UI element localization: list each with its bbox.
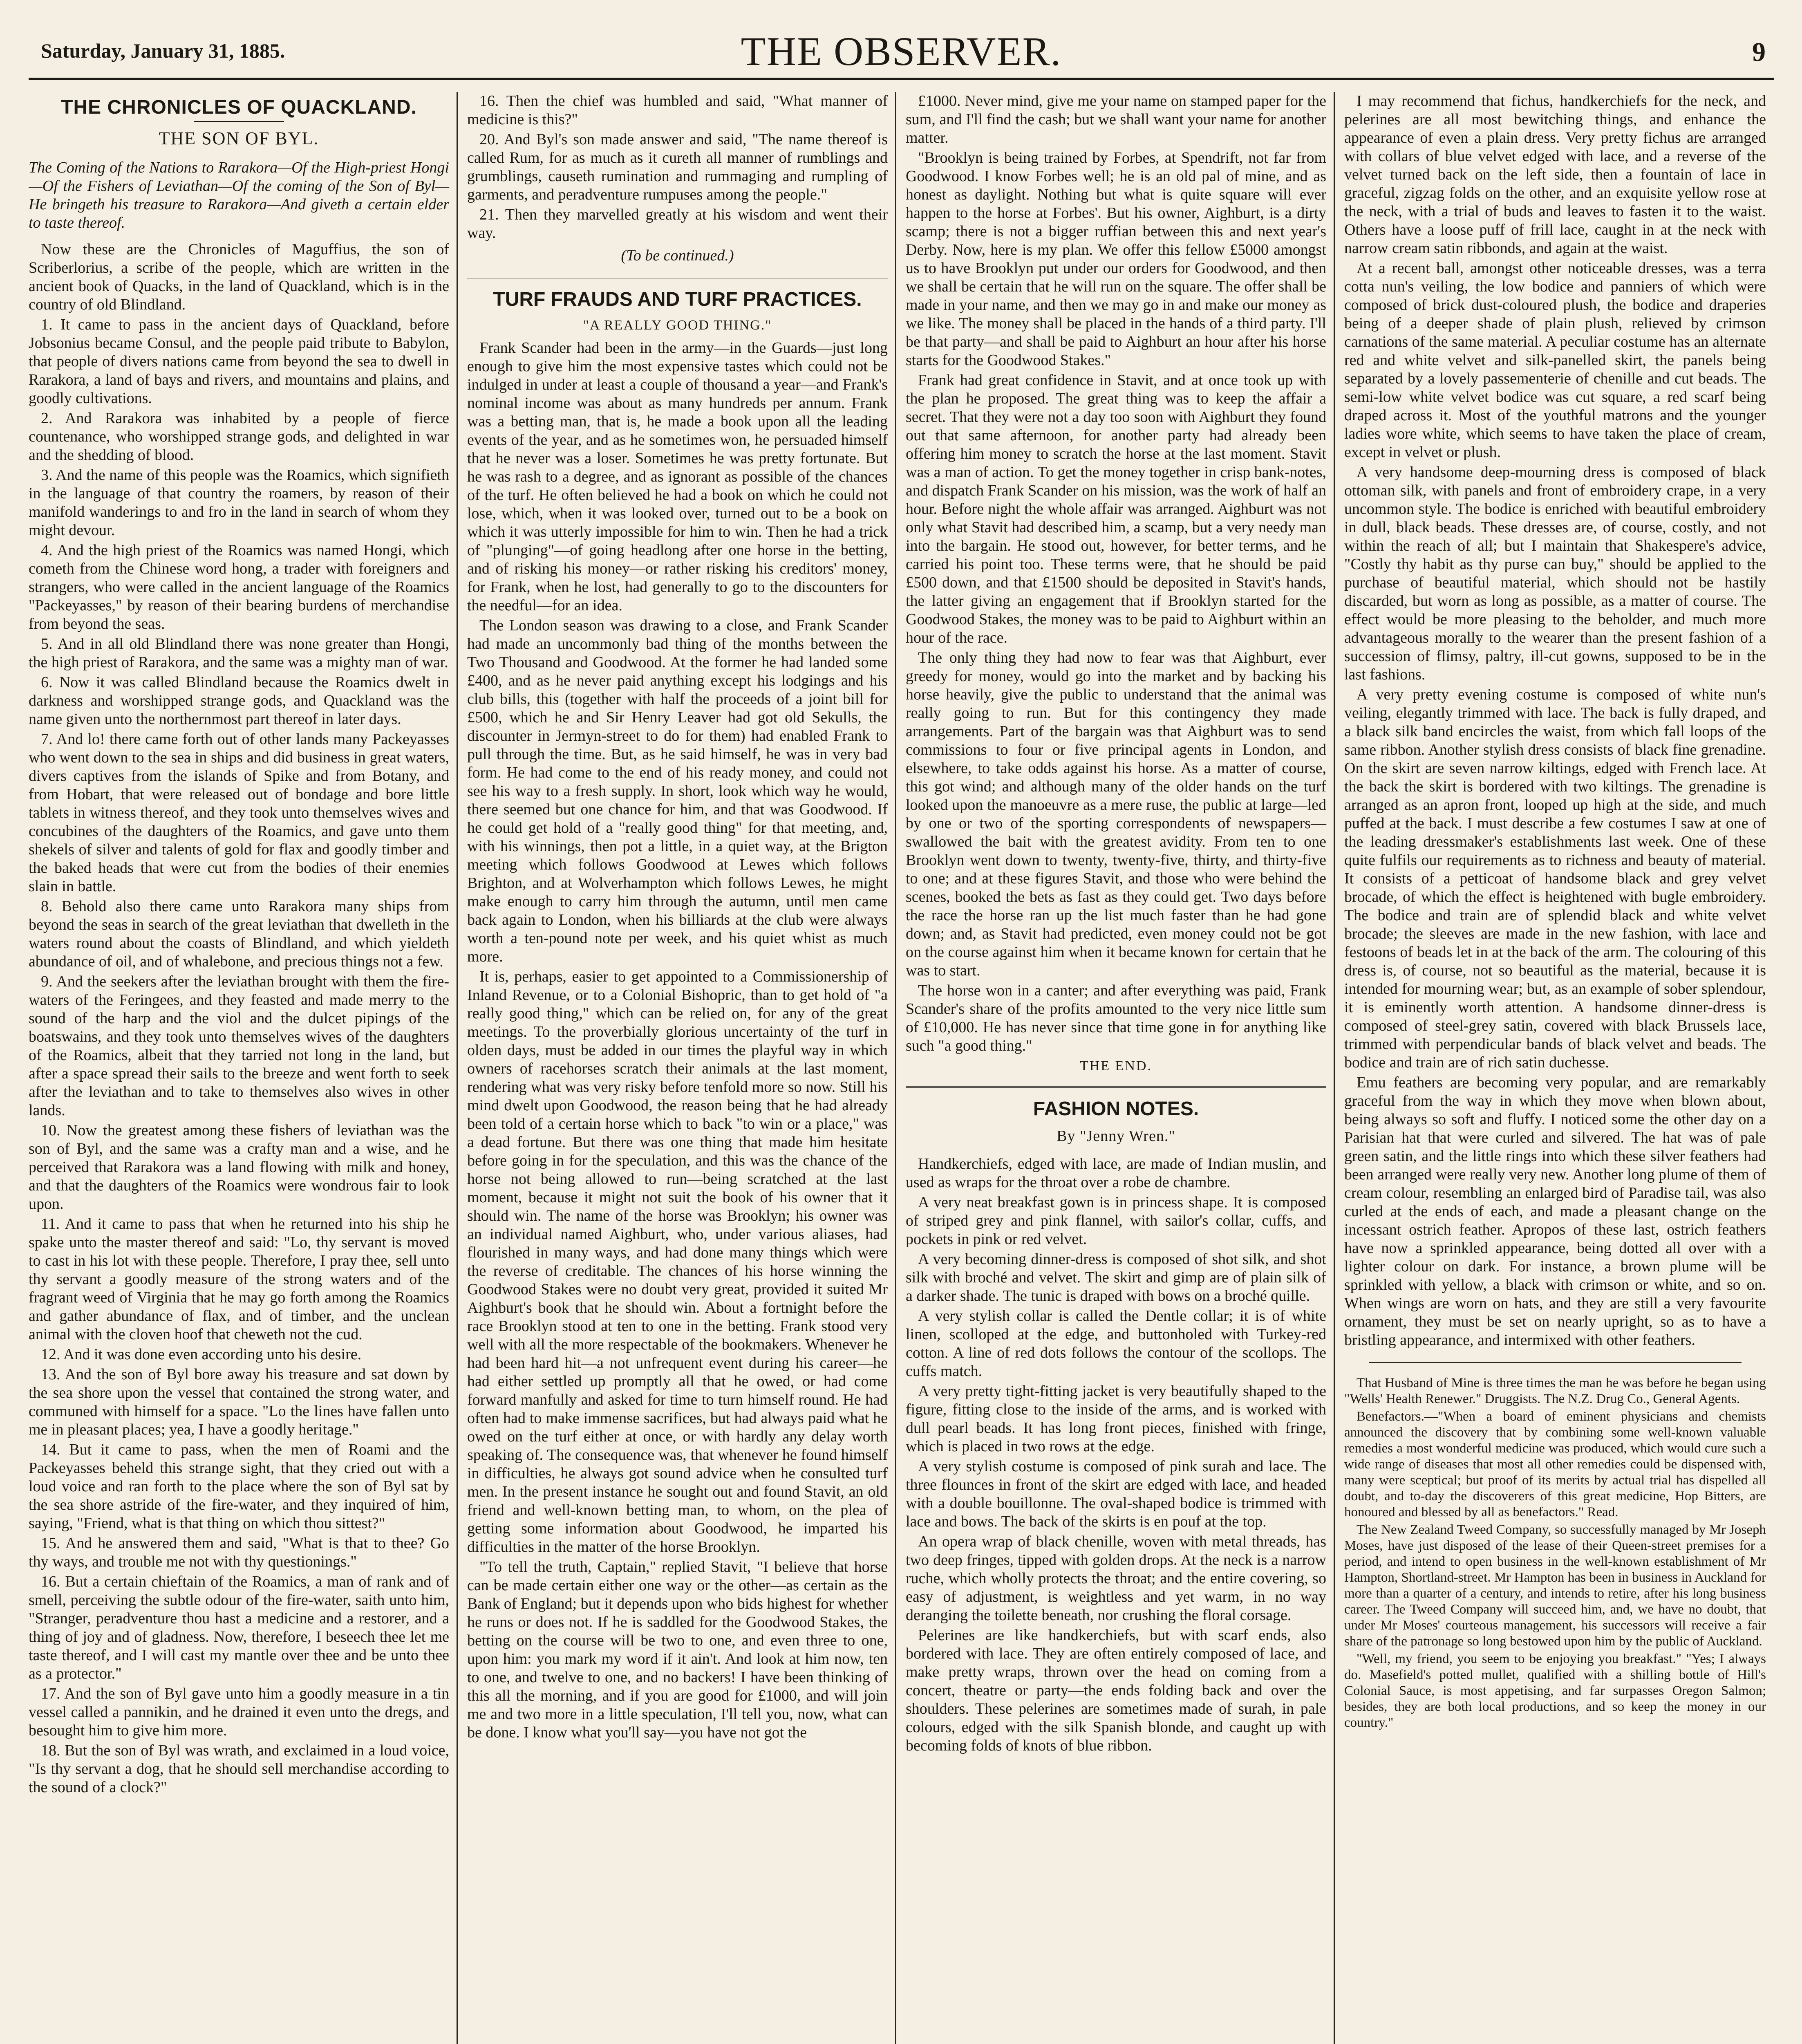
paragraph: 2. And Rarakora was inhabited by a people of fierce countenance, who worshipped strange gods, and delighted in war and the shedding of blood. [29, 410, 449, 464]
paragraph: £1000. Never mind, give me your name on stamped paper for the sum, and I'll find the cash; but we shall want your name for another matter. [906, 92, 1326, 146]
turf-body [467, 339, 888, 1742]
paragraph: Frank had great confidence in Stavit, and at once took up with the plan he proposed. The great thing was to keep the affair a secret. That they were not a day too soon with Aighburt they found out that same afternoon, for another party had already been offering him money to scratch the horse at the last moment. Stavit was a man of action. To get the money together in crisp bank-notes, and dispatch Frank Scander on his mission, was the work of half an hour. Before night the whole affair was arranged. Aighburt was not only what Stavit had described him, a scamp, but a very needy man into the bargain. He stood out, however, for better terms, and he carried his point too. These terms were, that he should be paid £500 down, and that £1500 should be deposited in Stavit's hands, the latter giving an engagement that if Brooklyn started for the Goodwood Stakes, the money was to be paid to Aighburt within an hour of the race. [906, 372, 1326, 646]
paragraph: Pelerines are like handkerchiefs, but with scarf ends, also bordered with lace. They are often entirely composed of lace, and make pretty wraps, thrown over the head on coming from a concert, theatre or party—the ends folding back and over the shoulders. These pelerines are sometimes made of surah, in pale colours, edged with the silk Spanish blonde, and caught up with becoming folds of knots of blue ribbon. [906, 1627, 1326, 1754]
paragraph: It is, perhaps, easier to get appointed to a Commissionership of Inland Revenue, or to a Colonial Bishopric, than to get hold of "a really good thing," which can be relied on, for any of the great meetings. To the proverbially glorious uncertainty of the turf in olden days, must be added in our times the playful way in which owners of racehorses scratch their animals at the last moment, rendering what was very risky before tenfold more so now. Still his mind dwelt upon Goodwood, the reason being that he had already been told of a certain horse which to back "to win or a place," was a dead fortune. But there was one thing that made him hesitate before going in for the speculation, and this was the chance of the horse not being allowed to run—being scratched at the last moment, because it might not suit the book of his owner that it should win. The name of the horse was Brooklyn; his owner was an individual named Aighburt, who, under various aliases, had flourished in many ways, and had done many things which were the reverse of creditable. The chances of his horse winning the Goodwood Stakes were no doubt very great, provided it suited Mr Aighburt's book that he should win. About a fortnight before the race Brooklyn stood at ten to one in the betting. Frank stood very well with all the more respectable of the bookmakers. Whenever he had been hard hit—a not unfrequent event during his career—he had either settled up promptly all that he owed, or had come forward manfully and asked for time to turn himself round. He had often had to make immense sacrifices, but had always paid what he owed on the turf either at once, or with hardly any delay worth speaking of. The consequence was, that whenever he found himself in difficulties, he always got sound advice when he consulted turf men. In the present instance he sought out and found Stavit, an old friend and well-known betting man, to whom, on the plea of getting some information about Goodwood, he imparted his difficulties in the matter of the horse Brooklyn. [467, 968, 888, 1555]
paragraph: 18. But the son of Byl was wrath, and exclaimed in a loud voice, "Is thy servant a dog, that he should sell merchandise according to the sound of a clock?" [29, 1742, 449, 1796]
paragraph: 9. And the seekers after the leviathan brought with them the fire-waters of the Feringees, and they feasted and made merry to the sound of the harp and the viol and the dulcet pipings of the boatswains, and they took unto themselves wives of the daughters of the Roamics, albeit that they tarried not long in the land, but after a space spread their sails to the breeze and went forth to seek after the leviathan and to take to themselves also wives in other lands. [29, 973, 449, 1119]
chronicle-intro [29, 159, 449, 232]
paragraph: A very stylish costume is composed of pink surah and lace. The three flounces in front of the skirt are edged with lace, and headed with a double bouillonne. The oval-shaped bodice is trimmed with lace and bows. The back of the skirts is en pouf at the top. [906, 1458, 1326, 1530]
paragraph: 6. Now it was called Blindland because the Roamics dwelt in darkness and worshipped strange gods, and Quackland was the name given unto the northernmost part thereof in later days. [29, 674, 449, 728]
paragraph: 5. And in all old Blindland there was none greater than Hongi, the high priest of Rarakora, and the same was a mighty man of war. [29, 635, 449, 671]
paragraph: 3. And the name of this people was the Roamics, which signifieth in the language of that country the roamers, by reason of their manifold wanderings to and fro in the land in search of whom they might devour. [29, 466, 449, 539]
paragraph: 20. And Byl's son made answer and said, "The name thereof is called Rum, for as much as it cureth all manner of rumblings and grumblings, causeth rumination and rummaging and rumpling of garments, and peradventure rumpuses among the people." [467, 131, 888, 203]
fashion-byline: By "Jenny Wren." [1057, 1127, 1175, 1145]
paragraph: 15. And he answered them and said, "What is that to thee? Go thy ways, and trouble me not with thy questionings." [29, 1535, 449, 1570]
paragraph: 14. But it came to pass, when the men of Roami and the Packeyasses beheld this strange sight, that they cried out with a loud voice and ran forth to the place where the son of Byl sat by the sea shore astride of the fire-water, and they inquired of him, saying, "Friend, what is that thing on which thou sittest?" [29, 1441, 449, 1532]
paragraph: An opera wrap of black chenille, woven with metal threads, has two deep fringes, tipped with golden drops. At the neck is a narrow ruche, which wholly protects the throat; and the entire covering, so easy of adjustment, is weightless and yet warm, in no way deranging the toilette beneath, nor crushing the floral corsage. [906, 1533, 1326, 1624]
section-divider [1369, 1362, 1742, 1363]
paragraph: Benefactors.—"When a board of eminent physicians and chemists announced the discovery that by combining some well-known valuable remedies a most wonderful medicine was produced, which would cure such a wide range of diseases that most all other remedies could be dispensed with, many were sceptical; but proof of its merits by actual trial has dispelled all doubt, and to-day the discoverers of this great medicine, Hop Bitters, are honoured and blessed by all as benefactors." Read. [1344, 1409, 1766, 1520]
article-subheading-son-of-byl: THE SON OF BYL. [159, 128, 319, 148]
paragraph: A very stylish collar is called the Dentle collar; it is of white linen, scolloped at the edge, and buttonholed with Turkey-red cotton. A line of red dots follows the contour of the scollops. The cuffs match. [906, 1307, 1326, 1380]
column-4 [1344, 92, 1773, 2044]
paragraph: The horse won in a canter; and after everything was paid, Frank Scander's share of the profits amounted to the very nice little sum of £10,000. He has never since that time gone in for anything like such "a good thing." [906, 982, 1326, 1054]
column-1 [29, 92, 458, 2044]
paragraph: Emu feathers are becoming very popular, and are remarkably graceful from the way in which they move when blown about, being always so soft and fluffy. I noticed some the other day on a Parisian hat that were curled and silvered. The hat was of pale green satin, and the little rings into which these silver feathers had been arranged were really very new. Another long plume of them of cream colour, resembling an enlarged bird of Paradise tail, was also curled at the ends of each, and made a pleasant change on the incessant ostrich feather. Apropos of these last, ostrich feathers have now a sprinkled appearance, being dotted all over with a lighter colour on dark. For instance, a brown plume will be sprinkled with yellow, a black with crimson or white, and so on. When wings are worn on hats, and they are still a very favourite ornament, they must be set on nearly upright, so as to have a bristling appearance, and intermixed with other feathers. [1344, 1074, 1766, 1349]
paragraph: Frank Scander had been in the army—in the Guards—just long enough to give him the most expensive tastes which could not be indulged in under at least a couple of thousand a year—and Frank's nominal income was about as many hundreds per annum. Frank was a betting man, that is, he made a book upon all the leading events of the year, and as he sometimes won, he persuaded himself that he never was a loser. Sometimes he was pretty fortunate. But he was rash to a degree, and as ignorant as possible of the chances of the turf. He often believed he had a book on which he could not lose, which, when it was looked over, turned out to be a book on which it was utterly impossible for him to win. Then he had a trick of "plunging"—of going headlong after one horse in the betting, and of risking his money—or rather risking his creditors' money, for Frank, when he lost, had generally to go to the discounters for the needful—for an idea. [467, 339, 888, 614]
paragraph: A very pretty evening costume is composed of white nun's veiling, elegantly trimmed with lace. The back is fully draped, and a black silk band encircles the waist, from which fall loops of the same ribbon. Another stylish dress consists of black fine grenadine. On the skirt are seven narrow kiltings, edged with French lace. At the back the skirt is bordered with two kiltings. The grenadine is arranged as an apron front, looped up high at the side, and much puffed at the back. I must describe a few costumes I saw at one of the leading dressmaker's establishments last week. One of these quite fulfils our requirements as to richness and beauty of material. It consists of a petticoat of handsome black and grey velvet brocade, of which the effect is heightened with bugle embroidery. The bodice and train are of splendid black and white velvet brocade; the sleeves are made in the new fashion, with lace and festoons of beads let in at the back of the arm. The colouring of this dress is, of course, not so beautiful as the material, because it is intended for mourning wear; but, as an example of sober splendour, it is eminently worth attention. A handsome dinner-dress is composed of steel-grey satin, covered with black Brussels lace, trimmed with perpendicular bands of black velvet and beads. The bodice and train are of rich satin duchesse. [1344, 686, 1766, 1071]
to-be-continued: (To be continued.) [621, 247, 734, 264]
paragraph: 11. And it came to pass that when he returned into his ship he spake unto the master thereof and said: "Lo, thy servant is moved to cast in his lot with these people. Therefore, I pray thee, sell unto thy servant a goodly measure of the strong waters and of the fragrant weed of Virginia that he may go forth among the Roamics and gather abundance of flax, and of timber, and the unclean animal with the cloven hoof that cheweth not the cud. [29, 1215, 449, 1343]
article-subheading-good-thing: "A REALLY GOOD THING." [583, 318, 772, 333]
paragraph: 1. It came to pass in the ancient days of Quackland, before Jobsonius became Consul, and the people paid tribute to Babylon, that people of divers nations came from beyond the sea to dwell in Rarakora, a land of bays and rivers, and mountains and plains, and goodly cultivations. [29, 316, 449, 407]
paragraph: 10. Now the greatest among these fishers of leviathan was the son of Byl, and the same was a crafty man and a wise, and he perceived that Rarakora was a land flowing with milk and honey, and that the daughters of the Roamics were wondrous fair to look upon. [29, 1122, 449, 1213]
paragraph: The London season was drawing to a close, and Frank Scander had made an uncommonly bad thing of the months between the Two Thousand and Goodwood. At the former he had landed some £400, and as he never paid anything except his lodgings and his club bills, this (together with half the proceeds of a joint bill for £500, which he and Sir Henry Leaver had got old Sekulls, the discounter in Jermyn-street to do for them) had enabled Frank to pull through the time. But, as he said himself, he was in very bad form. He had come to the end of his ready money, and could not see his way to a fresh supply. In short, look which way he would, there seemed but one chance for him, and that was Goodwood. If he could get hold of a "really good thing" for that meeting, and, with his winnings, then pot a little, in a quiet way, at the Brigton meeting which follows Goodwood at Lewes which follows Brighton, and at Wolverhampton which follows Lewes, he might make enough to carry him through the autumn, until men came back again to London, when his billiards at the club were always worth a ten-pound note per week, and his quiet whist as much more. [467, 617, 888, 965]
paragraph: 4. And the high priest of the Roamics was named Hongi, which cometh from the Chinese word hong, a trader with foreigners and strangers, who were called in the ancient language of the Roamics "Packeyasses," by reason of their bearing burdens of merchandise from beyond the seas. [29, 542, 449, 632]
paragraph: 8. Behold also there came unto Rarakora many ships from beyond the seas in search of the great leviathan that dwelleth in the waters round about the coasts of Blindland, and which yieldeth abundance of oil, and of whalebone, and precious things not a few. [29, 898, 449, 970]
advertisements [1344, 1375, 1766, 1731]
paragraph: That Husband of Mine is three times the man he was before he began using "Wells' Health Renewer." Druggists. The N.Z. Drug Co., General Agents. [1344, 1376, 1766, 1406]
paragraph: A very becoming dinner-dress is composed of shot silk, and shot silk with broché and velvet. The skirt and gimp are of plain silk of a darker shade. The tunic is draped with bows on a broché quille. [906, 1251, 1326, 1304]
paragraph: "Brooklyn is being trained by Forbes, at Spendrift, not far from Goodwood. I know Forbes well; he is an old pal of mine, and as honest as daylight. Nothing but what is quite square will ever happen to the horse at Forbes'. But his owner, Aighburt, is a dirty scamp; there is not a bigger ruffian between this and next year's Derby. Now, here is my plan. We offer this fellow £5000 amongst us to have Brooklyn put under our orders for Goodwood, and then we shall be certain that he will run on the square. The offer shall be made in your name, and then we may go in and make our money as we like. The money shall be placed in the hands of a third party. I'll be that party—and shall be paid to Aighburt an hour after his horse starts for the Goodwood Stakes." [906, 149, 1326, 369]
newspaper-title: THE OBSERVER. [741, 29, 1062, 74]
turf-body-continued [906, 92, 1326, 1055]
chronicle-body [29, 240, 449, 1797]
article-heading-chronicles: THE CHRONICLES OF QUACKLAND. [61, 96, 417, 118]
paragraph: "Well, my friend, you seem to be enjoying you breakfast." "Yes; I always do. Masefield's potted mullet, qualified with a shilling bottle of Hill's Colonial Sauce, is most appetising, and far surpasses Oregon Salmon; besides, they are both local productions, and so keep the money in our country." [1344, 1652, 1766, 1730]
newspaper-page [29, 16, 1774, 2044]
column-2 [467, 92, 896, 2044]
intro-text: The Coming of the Nations to Rarakora—Of the High-priest Hongi—Of the Fishers of Leviathan—Of the coming of the Son of Byl—He bringeth his treasure to Rarakora—And giveth a certain elder to taste thereof. [29, 159, 449, 231]
paragraph: A very neat breakfast gown is in princess shape. It is composed of striped grey and pink flannel, with sailor's collar, cuffs, and pockets in pink or red velvet. [906, 1194, 1326, 1248]
paragraph: At a recent ball, amongst other noticeable dresses, was a terra cotta nun's veiling, the low bodice and panniers of which were composed of brick dust-coloured plush, the bodice and draperies being of a deeper shade of plain plush, relieved by crimson carnations of the same material. A peculiar costume has an alternate red and white velvet and silk-panelled skirt, the panels being separated by a lovely passementerie of chenille and cut beads. The semi-low white velvet bodice was cut square, a red scarf being draped across it. Most of the youthful matrons and the younger ladies wore white, which seems to have taken the place of cream, except in velvet or plush. [1344, 260, 1766, 461]
paragraph: Now these are the Chronicles of Maguffius, the son of Scriberlorius, a scribe of the people, which are written in the ancient book of Quacks, in the land of Quackland, which is in the country of old Blindland. [29, 241, 449, 313]
paragraph: "To tell the truth, Captain," replied Stavit, "I believe that horse can be made certain either one way or the other—as certain as the Bank of England; but it depends upon who bids highest for whether he runs or does not. If he is saddled for the Goodwood Stakes, the betting on the course will be two to one, and even three to one, upon him: you mark my word if it ain't. And look at him now, ten to one, and twelve to one, and no backers! I have been thinking of this all the morning, and if you are good for £1000, and will join me and two more in a little speculation, I'll tell you, now, what can be done. I know what you'll say—you have not got the [467, 1558, 888, 1741]
paragraph: The only thing they had now to fear was that Aighburt, ever greedy for money, would go into the market and by backing his horse heavily, give the public to understand that the animal was really going to run. But for this contingency they made arrangements. Part of the bargain was that Aighburt was to send commissions to four or five principal agents in London, and elsewhere, to take odds against his horse. As a matter of course, this got wind; and although many of the older hands on the turf looked upon the manoeuvre as a mere ruse, the public at large—led by one or two of the sporting correspondents of newspapers—swallowed the bait with the greatest avidity. From ten to one Brooklyn went down to twenty, twenty-five, thirty, and thirty-five to one; and at these figures Stavit, and those who were behind the scenes, booked the bets as fast as they could get. Two days before the race the horse ran up the list much faster than he had gone down; and, as Stavit had predicted, even money could not be got on the course against him when it became known for certain that he was to start. [906, 649, 1326, 979]
article-heading-fashion-notes: FASHION NOTES. [906, 1086, 1326, 1121]
fashion-body [906, 1155, 1326, 1755]
paragraph: 16. Then the chief was humbled and said, "What manner of medicine is this?" [467, 92, 888, 128]
article-heading-turf-frauds: TURF FRAUDS AND TURF PRACTICES. [467, 277, 888, 311]
paragraph: 21. Then they marvelled greatly at his wisdom and went their way. [467, 206, 888, 242]
paragraph: 16. But a certain chieftain of the Roamics, a man of rank and of smell, perceiving the subtle odour of the fire-water, saith unto him, "Stranger, peradventure thou hast a medicine and a restorer, and a thing of joy and of gladness. Now, therefore, I beseech thee let me taste thereof, and I will cast my mantle over thee and be unto thee as a protector." [29, 1573, 449, 1682]
paragraph: Handkerchiefs, edged with lace, are made of Indian muslin, and used as wraps for the throat over a robe de chambre. [906, 1155, 1326, 1191]
ornament-rule [194, 121, 284, 122]
chronicle-continuation [467, 92, 888, 242]
masthead [29, 16, 1774, 80]
paragraph: A very handsome deep-mourning dress is composed of black ottoman silk, with panels and front of embroidery crape, in a very uncommon style. The bodice is enriched with beautiful embroidery in dull, black beads. These dresses are, of course, costly, and not within the reach of all; but I maintain that Shakespere's advice, "Costly thy habit as thy purse can buy," should be applied to the purchase of beautiful material, which should not be hastily discarded, but worn as long as possible, as a matter of course. The effect would be more pleasing to the beholder, and much more advantageous morally to the wearer than the present fashion of a succession of flimsy, paltry, ill-cut gowns, supposed to be in the last fashions. [1344, 464, 1766, 683]
page-number: 9 [1752, 37, 1766, 67]
paragraph: The New Zealand Tweed Company, so successfully managed by Mr Joseph Moses, have just disposed of the lease of their Queen-street premises for a period, and intend to open business in the well-known establishment of Mr Hampton, Shortland-street. Mr Hampton has been in business in Auckland for more than a quarter of a century, and intends to retire, after his long business career. The Tweed Company will succeed him, and, we have no doubt, that under Mr Moses' courteous management, his successors will receive a fair share of the patronage so long bestowed upon him by the public of Auckland. [1344, 1522, 1766, 1649]
paragraph: A very pretty tight-fitting jacket is very beautifully shaped to the figure, fitting close to the inside of the arms, and is worked with dull pearl beads. It has long front pieces, finished with fringe, which is placed in two rows at the edge. [906, 1383, 1326, 1455]
columns [29, 92, 1774, 2044]
paragraph: 13. And the son of Byl bore away his treasure and sat down by the sea shore upon the vessel that contained the strong water, and communed with himself for a space. "Lo the lines have fallen unto me in pleasant places; yea, I have a goodly heritage." [29, 1366, 449, 1438]
paragraph: I may recommend that fichus, handkerchiefs for the neck, and pelerines are all most bewitching things, and enhance the appearance of even a plain dress. Very pretty fichus are arranged with collars of blue velvet edged with lace, and a reverse of the velvet turned back on the left side, then a fountain of lace in graceful, zigzag folds on the other, and an exquisite yellow rose at the neck, with a trial of buds and leaves to fasten it to the waist. Others have a loose puff of frill lace, caught in at the neck with narrow cream satin ribbonds, and again at the waist. [1344, 92, 1766, 257]
paragraph: 7. And lo! there came forth out of other lands many Packeyasses who went down to the sea in ships and did business in great waters, divers captives from the islands of Spike and from Botany, and from Hobart, that were released out of bondage and bore little tablets in witness thereof, and they took unto themselves wives and concubines of the daughters of the Roamics, and gave unto them shekels of silver and talents of gold for flax and goodly timber and the baked heads that were cut from the bodies of their enemies slain in battle. [29, 731, 449, 895]
column-3 [906, 92, 1335, 2044]
issue-date: Saturday, January 31, 1885. [41, 39, 285, 62]
paragraph: 12. And it was done even according unto his desire. [41, 1346, 362, 1363]
the-end: THE END. [1080, 1058, 1152, 1074]
paragraph: 17. And the son of Byl gave unto him a goodly measure in a tin vessel called a pannikin, and he drained it even unto the dregs, and besought him to give him more. [29, 1685, 449, 1739]
fashion-body-continued [1344, 92, 1766, 1349]
